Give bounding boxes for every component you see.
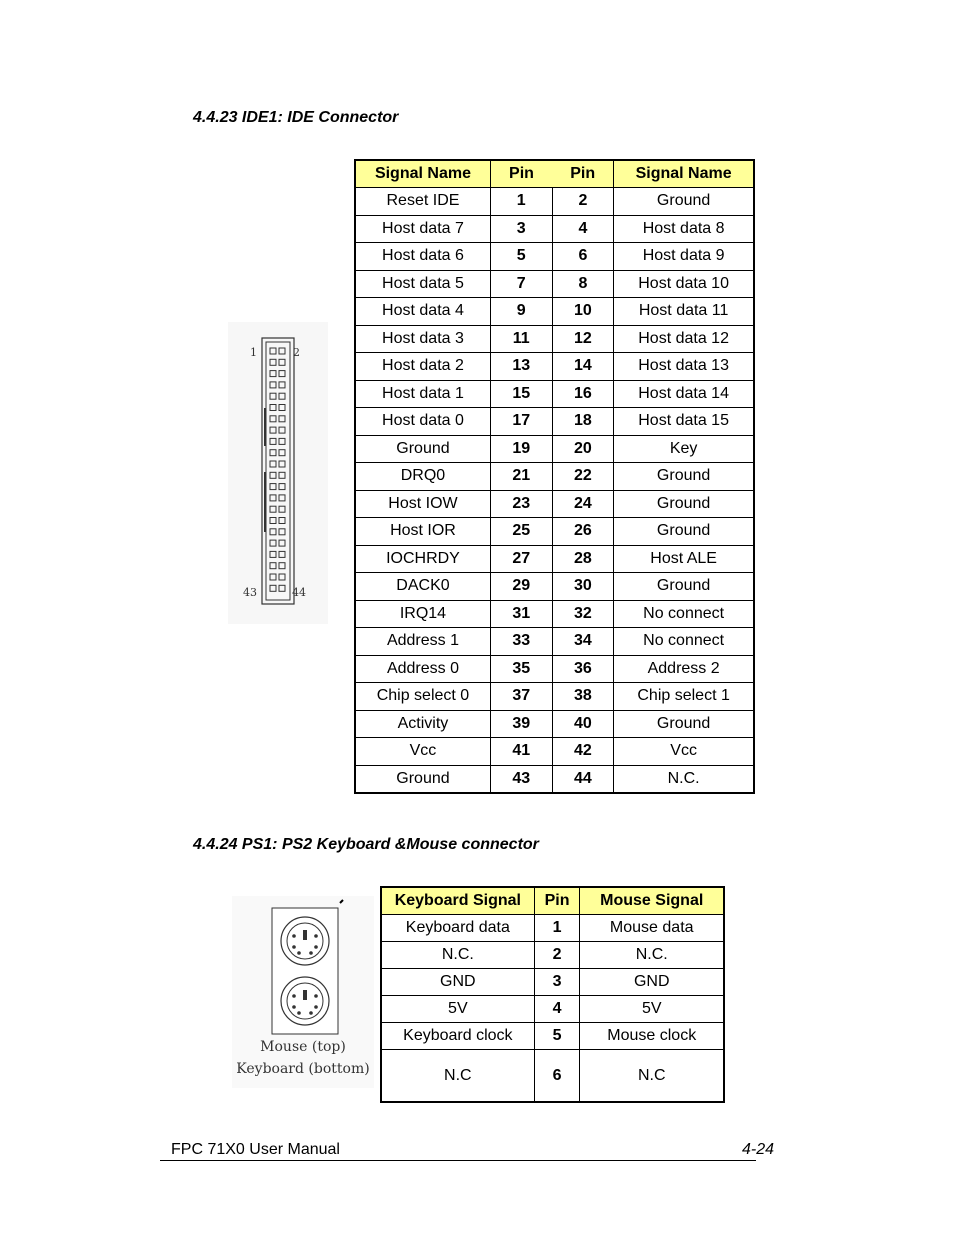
table-row bbox=[355, 463, 754, 491]
ps2-connector-diagram bbox=[232, 896, 374, 1088]
table-row bbox=[355, 628, 754, 656]
pin-number-cell: 40 bbox=[552, 710, 614, 738]
pin-number-cell: 9 bbox=[490, 298, 552, 326]
connector-pin bbox=[279, 382, 285, 388]
pin-number-cell: 8 bbox=[552, 270, 614, 298]
signal-name-cell: Host data 7 bbox=[355, 215, 490, 243]
table-row bbox=[355, 353, 754, 381]
signal-name-cell: Chip select 1 bbox=[614, 683, 754, 711]
table-row bbox=[355, 738, 754, 766]
connector-pin bbox=[279, 484, 285, 490]
signal-name-cell: No connect bbox=[614, 628, 754, 656]
table-row bbox=[355, 270, 754, 298]
signal-name-cell: Ground bbox=[614, 573, 754, 601]
table-row bbox=[355, 518, 754, 546]
pin-number-cell: 43 bbox=[490, 765, 552, 793]
pin-number-cell: 19 bbox=[490, 435, 552, 463]
pin-number-cell: 2 bbox=[534, 942, 580, 969]
connector-pin bbox=[279, 506, 285, 512]
signal-name-cell: Ground bbox=[614, 463, 754, 491]
connector-pin bbox=[270, 371, 276, 377]
connector-pin bbox=[270, 563, 276, 569]
signal-name-cell: GND bbox=[580, 969, 724, 996]
pin-number-cell: 31 bbox=[490, 600, 552, 628]
pin-number-cell: 41 bbox=[490, 738, 552, 766]
connector-pin bbox=[279, 438, 285, 444]
table-row bbox=[355, 573, 754, 601]
pin-number-cell: 13 bbox=[490, 353, 552, 381]
table-row bbox=[381, 915, 724, 942]
connector-pin bbox=[270, 427, 276, 433]
ps2-caption-mouse: Mouse (top) bbox=[260, 1039, 346, 1055]
connector-pin bbox=[270, 551, 276, 557]
connector-pin bbox=[270, 540, 276, 546]
pin-number-cell: 18 bbox=[552, 408, 614, 436]
connector-pin bbox=[270, 461, 276, 467]
pin-number-cell: 42 bbox=[552, 738, 614, 766]
pin-2-label: 2 bbox=[293, 346, 300, 359]
pin-number-cell: 14 bbox=[552, 353, 614, 381]
pin-number-cell: 12 bbox=[552, 325, 614, 353]
table-row bbox=[355, 710, 754, 738]
signal-name-cell: Host data 13 bbox=[614, 353, 754, 381]
table-header-row bbox=[355, 160, 754, 188]
signal-name-cell: IOCHRDY bbox=[355, 545, 490, 573]
pin-number-cell: 10 bbox=[552, 298, 614, 326]
signal-name-cell: DRQ0 bbox=[355, 463, 490, 491]
connector-pin bbox=[270, 529, 276, 535]
pin-number-cell: 34 bbox=[552, 628, 614, 656]
ide-connector-diagram bbox=[228, 322, 328, 624]
signal-name-cell: Mouse clock bbox=[580, 1023, 724, 1050]
connector-pin bbox=[279, 348, 285, 354]
table-row bbox=[355, 435, 754, 463]
signal-name-cell: Keyboard clock bbox=[381, 1023, 534, 1050]
footer-divider bbox=[160, 1160, 756, 1161]
connector-pin bbox=[279, 416, 285, 422]
pin-number-cell: 32 bbox=[552, 600, 614, 628]
pin-44-label: 44 bbox=[292, 586, 306, 599]
connector-pin bbox=[279, 472, 285, 478]
pin-number-cell: 39 bbox=[490, 710, 552, 738]
signal-name-cell: Ground bbox=[355, 435, 490, 463]
ps2-connector-drawing bbox=[232, 896, 374, 1046]
footer-manual-title: FPC 71X0 User Manual bbox=[171, 1141, 340, 1158]
ide-pin-table bbox=[354, 159, 755, 794]
signal-name-cell: Activity bbox=[355, 710, 490, 738]
column-header: Pin bbox=[552, 160, 614, 188]
signal-name-cell: Chip select 0 bbox=[355, 683, 490, 711]
signal-name-cell: Host data 8 bbox=[614, 215, 754, 243]
pin-number-cell: 1 bbox=[534, 915, 580, 942]
signal-name-cell: Host ALE bbox=[614, 545, 754, 573]
signal-name-cell: Host data 4 bbox=[355, 298, 490, 326]
column-header: Signal Name bbox=[614, 160, 754, 188]
signal-name-cell: Ground bbox=[614, 710, 754, 738]
pin-number-cell: 4 bbox=[552, 215, 614, 243]
signal-name-cell: N.C bbox=[580, 1050, 724, 1103]
connector-pin bbox=[270, 382, 276, 388]
pin-number-cell: 11 bbox=[490, 325, 552, 353]
pin-number-cell: 6 bbox=[534, 1050, 580, 1103]
pin-number-cell: 5 bbox=[534, 1023, 580, 1050]
table-row bbox=[355, 655, 754, 683]
signal-name-cell: Host data 5 bbox=[355, 270, 490, 298]
signal-name-cell: N.C. bbox=[614, 765, 754, 793]
column-header: Keyboard Signal bbox=[381, 887, 534, 915]
pin-number-cell: 36 bbox=[552, 655, 614, 683]
table-row bbox=[355, 188, 754, 216]
table-row bbox=[381, 969, 724, 996]
pin-number-cell: 30 bbox=[552, 573, 614, 601]
connector-pin bbox=[270, 359, 276, 365]
signal-name-cell: N.C. bbox=[381, 942, 534, 969]
signal-name-cell: Key bbox=[614, 435, 754, 463]
table-row bbox=[355, 683, 754, 711]
table-header-row bbox=[381, 887, 724, 915]
pin-number-cell: 2 bbox=[552, 188, 614, 216]
connector-pin bbox=[279, 574, 285, 580]
signal-name-cell: Host data 9 bbox=[614, 243, 754, 271]
connector-pin bbox=[279, 461, 285, 467]
table-row bbox=[355, 380, 754, 408]
connector-pin bbox=[270, 585, 276, 591]
signal-name-cell: Host data 3 bbox=[355, 325, 490, 353]
connector-pin bbox=[279, 359, 285, 365]
signal-name-cell: Address 2 bbox=[614, 655, 754, 683]
column-header: Mouse Signal bbox=[580, 887, 724, 915]
connector-pin bbox=[270, 348, 276, 354]
pin-number-cell: 33 bbox=[490, 628, 552, 656]
signal-name-cell: Host data 14 bbox=[614, 380, 754, 408]
pin-number-cell: 29 bbox=[490, 573, 552, 601]
pin-number-cell: 15 bbox=[490, 380, 552, 408]
table-row bbox=[355, 545, 754, 573]
connector-pin bbox=[270, 506, 276, 512]
signal-name-cell: Host IOR bbox=[355, 518, 490, 546]
table-row bbox=[355, 298, 754, 326]
signal-name-cell: Host data 15 bbox=[614, 408, 754, 436]
connector-pin bbox=[270, 472, 276, 478]
pin-number-cell: 17 bbox=[490, 408, 552, 436]
pin-number-cell: 28 bbox=[552, 545, 614, 573]
signal-name-cell: Keyboard data bbox=[381, 915, 534, 942]
pin-number-cell: 38 bbox=[552, 683, 614, 711]
connector-pin bbox=[270, 405, 276, 411]
connector-pin bbox=[279, 405, 285, 411]
pin-number-cell: 24 bbox=[552, 490, 614, 518]
table-row bbox=[381, 1050, 724, 1103]
table-row bbox=[381, 996, 724, 1023]
signal-name-cell: IRQ14 bbox=[355, 600, 490, 628]
pin-number-cell: 20 bbox=[552, 435, 614, 463]
signal-name-cell: Host data 1 bbox=[355, 380, 490, 408]
ide-connector-drawing bbox=[228, 322, 328, 624]
pin-number-cell: 25 bbox=[490, 518, 552, 546]
pin-number-cell: 37 bbox=[490, 683, 552, 711]
connector-pin bbox=[270, 484, 276, 490]
connector-pin bbox=[279, 551, 285, 557]
signal-name-cell: Host data 0 bbox=[355, 408, 490, 436]
connector-pin bbox=[270, 393, 276, 399]
signal-name-cell: Ground bbox=[614, 188, 754, 216]
signal-name-cell: Address 0 bbox=[355, 655, 490, 683]
signal-name-cell: Host IOW bbox=[355, 490, 490, 518]
signal-name-cell: Address 1 bbox=[355, 628, 490, 656]
connector-pin bbox=[270, 518, 276, 524]
ps2-section-heading: 4.4.24 PS1: PS2 Keyboard &Mouse connector bbox=[193, 836, 539, 853]
table-row bbox=[381, 1023, 724, 1050]
signal-name-cell: Ground bbox=[355, 765, 490, 793]
table-row bbox=[355, 325, 754, 353]
column-header: Pin bbox=[490, 160, 552, 188]
connector-pin bbox=[270, 450, 276, 456]
ps2-caption-keyboard: Keyboard (bottom) bbox=[236, 1061, 370, 1077]
signal-name-cell: Host data 2 bbox=[355, 353, 490, 381]
signal-name-cell: DACK0 bbox=[355, 573, 490, 601]
pin-number-cell: 3 bbox=[490, 215, 552, 243]
signal-name-cell: Vcc bbox=[355, 738, 490, 766]
pin-number-cell: 23 bbox=[490, 490, 552, 518]
pin-number-cell: 27 bbox=[490, 545, 552, 573]
signal-name-cell: Host data 6 bbox=[355, 243, 490, 271]
connector-pin bbox=[279, 540, 285, 546]
connector-pin bbox=[270, 495, 276, 501]
signal-name-cell: N.C bbox=[381, 1050, 534, 1103]
signal-name-cell: Ground bbox=[614, 518, 754, 546]
connector-pin bbox=[279, 529, 285, 535]
table-row bbox=[355, 490, 754, 518]
connector-pin bbox=[279, 450, 285, 456]
connector-pin bbox=[279, 371, 285, 377]
pin-number-cell: 26 bbox=[552, 518, 614, 546]
connector-pin bbox=[279, 495, 285, 501]
pin-number-cell: 22 bbox=[552, 463, 614, 491]
signal-name-cell: Ground bbox=[614, 490, 754, 518]
signal-name-cell: 5V bbox=[381, 996, 534, 1023]
pin-number-cell: 4 bbox=[534, 996, 580, 1023]
pin-number-cell: 35 bbox=[490, 655, 552, 683]
signal-name-cell: Host data 11 bbox=[614, 298, 754, 326]
connector-pin bbox=[270, 438, 276, 444]
connector-pin bbox=[279, 563, 285, 569]
connector-pin bbox=[279, 585, 285, 591]
table-row bbox=[355, 600, 754, 628]
pin-number-cell: 7 bbox=[490, 270, 552, 298]
pin-number-cell: 44 bbox=[552, 765, 614, 793]
table-row bbox=[355, 215, 754, 243]
pin-number-cell: 21 bbox=[490, 463, 552, 491]
signal-name-cell: 5V bbox=[580, 996, 724, 1023]
table-row bbox=[355, 243, 754, 271]
connector-pin bbox=[279, 518, 285, 524]
pin-number-cell: 5 bbox=[490, 243, 552, 271]
pin-number-cell: 3 bbox=[534, 969, 580, 996]
connector-pin bbox=[270, 574, 276, 580]
pin-43-label: 43 bbox=[243, 586, 257, 599]
signal-name-cell: No connect bbox=[614, 600, 754, 628]
pin-1-label: 1 bbox=[250, 346, 257, 359]
table-row bbox=[381, 942, 724, 969]
column-header: Signal Name bbox=[355, 160, 490, 188]
ide-section-heading: 4.4.23 IDE1: IDE Connector bbox=[193, 109, 399, 126]
connector-pin bbox=[279, 427, 285, 433]
signal-name-cell: Mouse data bbox=[580, 915, 724, 942]
signal-name-cell: Host data 12 bbox=[614, 325, 754, 353]
connector-pin bbox=[279, 393, 285, 399]
connector-pin bbox=[270, 416, 276, 422]
signal-name-cell: N.C. bbox=[580, 942, 724, 969]
signal-name-cell: Vcc bbox=[614, 738, 754, 766]
table-row bbox=[355, 408, 754, 436]
signal-name-cell: Host data 10 bbox=[614, 270, 754, 298]
table-row bbox=[355, 765, 754, 793]
pin-number-cell: 16 bbox=[552, 380, 614, 408]
pin-number-cell: 6 bbox=[552, 243, 614, 271]
pin-number-cell: 1 bbox=[490, 188, 552, 216]
column-header: Pin bbox=[534, 887, 580, 915]
ps2-pin-table bbox=[380, 886, 725, 1103]
signal-name-cell: GND bbox=[381, 969, 534, 996]
footer-page-number: 4-24 bbox=[742, 1141, 775, 1158]
signal-name-cell: Reset IDE bbox=[355, 188, 490, 216]
